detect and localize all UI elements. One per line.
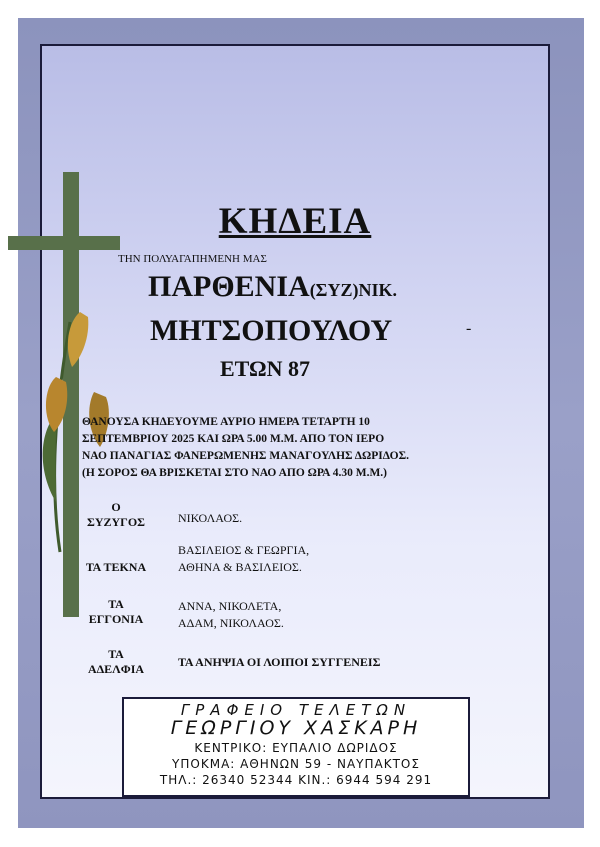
office-branch: ΥΠΟΚΜΑ: ΑΘΗΝΩΝ 59 - ΝΑΥΠΑΚΤΟΣ [172,757,420,771]
spouse-names: ΝΙΚΟΛΑΟΣ. [178,511,243,525]
handwritten-mark: - [466,320,472,337]
funeral-office-box [122,697,470,797]
children-line-2: ΑΘΗΝΑ & ΒΑΣΙΛΕΙΟΣ. [178,560,302,574]
office-headquarters: ΚΕΝΤΡΙΚΟ: ΕΥΠΑΛΙΟ ΔΩΡΙΔΟΣ [194,741,398,755]
spouse-label [76,500,156,530]
siblings-label [76,647,156,677]
grandchildren-line-2: ΑΔΑΜ, ΝΙΚΟΛΑΟΣ. [178,616,284,630]
grandchildren-label-line-1: ΤΑ [108,597,124,611]
grandchildren-line-1: ΑΝΝΑ, ΝΙΚΟΛΕΤΑ, [178,599,282,613]
deceased-surname: ΜΗΤΣΟΠΟΥΛΟΥ [150,314,393,347]
siblings-names: ΤΑ ΑΝΗΨΙΑ ΟΙ ΛΟΙΠΟΙ ΣΥΓΓΕΝΕΙΣ [178,655,381,669]
grandchildren-label-line-2: ΕΓΓΟΝΙΑ [88,612,144,626]
first-name-suffix: (ΣΥΖ)ΝΙΚ. [309,280,397,300]
office-title: ΓΡΑΦΕΙΟ ΤΕΛΕΤΩΝ [180,701,412,719]
announcement-line-4: (Η ΣΟΡΟΣ ΘΑ ΒΡΙΣΚΕΤΑΙ ΣΤΟ ΝΑΟ ΑΠΟ ΩΡΑ 4.30 Μ.Μ.) [82,467,388,479]
siblings-label-line-2: ΑΔΕΛΦΙΑ [87,662,145,676]
announcement-line-3: ΝΑΟ ΠΑΝΑΓΙΑΣ ΦΑΝΕΡΩΜΕΝΗΣ ΜΑΝΑΓΟΥΛΗΣ ΔΩΡΙΔΟΣ. [82,450,409,462]
children-line-1: ΒΑΣΙΛΕΙΟΣ & ΓΕΩΡΓΙΑ, [178,543,310,557]
office-owner: ΓΕΩΡΓΙΟΥ ΧΑΣΚΑΡΗ [170,717,422,739]
funeral-announcement [82,414,542,482]
grandchildren-label [76,597,156,627]
grandchildren-names [178,598,284,632]
first-name-text: ΠΑΡΘΕΝΙΑ [148,270,310,303]
notice-subtitle: ΤΗΝ ΠΟΛΥΑΓΑΠΗΜΕΝΗ ΜΑΣ [118,253,267,265]
announcement-line-2: ΣΕΠΤΕΜΒΡΙΟΥ 2025 ΚΑΙ ΩΡΑ 5.00 Μ.Μ. ΑΠΟ ΤΟΝ ΙΕΡΟ [82,433,385,445]
notice-headline: ΚΗΔΕΙΑ [218,201,372,242]
children-names [178,542,309,576]
children-label: ΤΑ ΤΕΚΝΑ [85,560,147,574]
deceased-first-name [148,270,397,304]
office-phones: ΤΗΛ.: 26340 52344 ΚΙΝ.: 6944 594 291 [159,773,433,787]
announcement-line-1: ΘΑΝΟΥΣΑ ΚΗΔΕΥΟΥΜΕ ΑΥΡΙΟ ΗΜΕΡΑ ΤΕΤΑΡΤΗ 10 [82,416,370,428]
spouse-label-line-1: Ο [111,500,121,514]
spouse-label-line-2: ΣΥΖΥΓΟΣ [87,515,145,529]
siblings-label-line-1: ΤΑ [108,647,124,661]
deceased-age: ΕΤΩΝ 87 [220,356,310,381]
